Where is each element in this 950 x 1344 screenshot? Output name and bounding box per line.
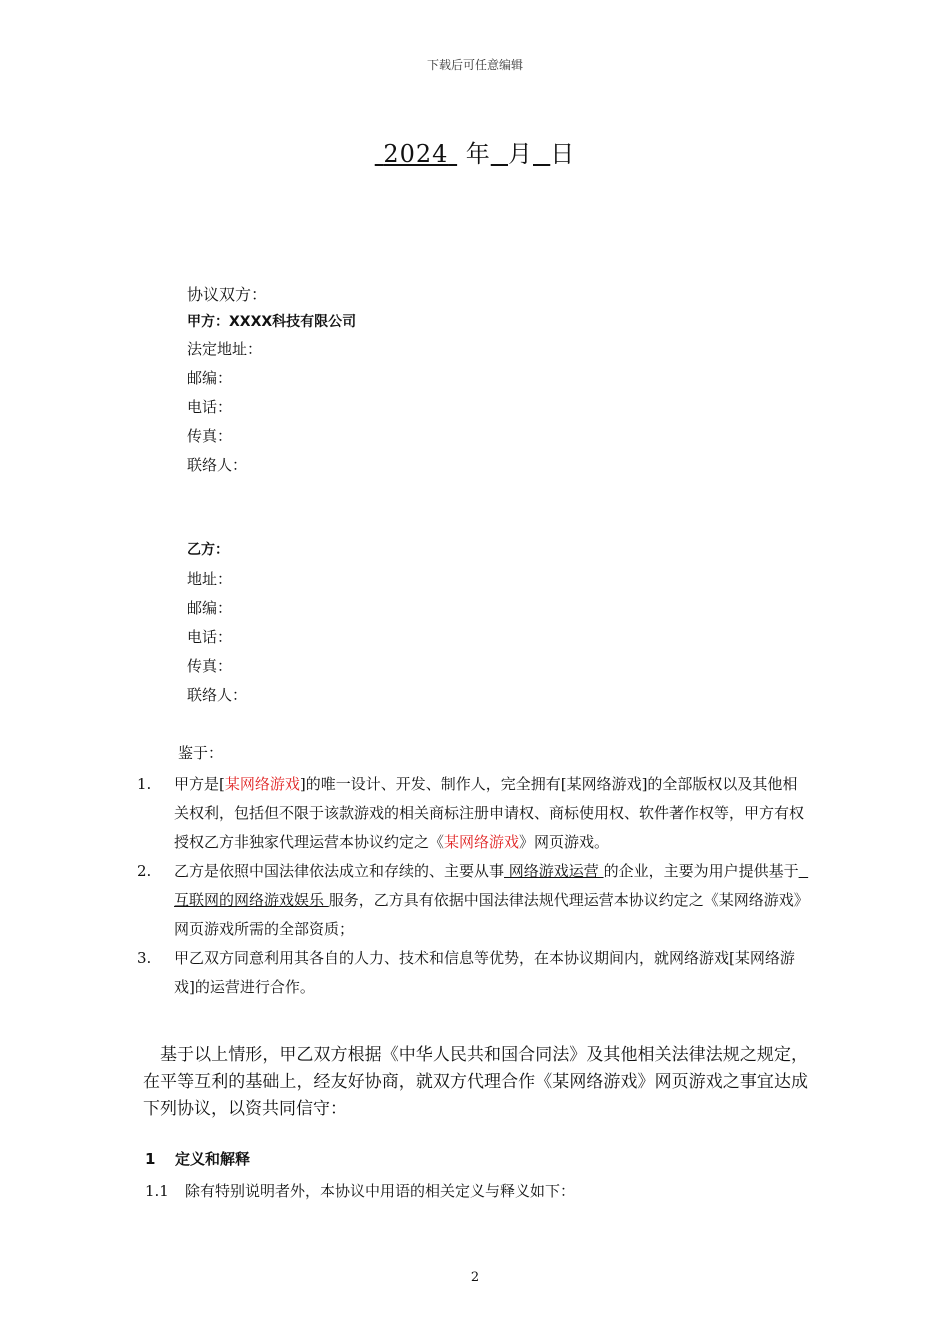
section-1-number: 1 bbox=[145, 1150, 156, 1168]
recital-number: 1. bbox=[137, 775, 152, 793]
month-blank bbox=[491, 140, 508, 168]
header-note: 下载后可任意编辑 bbox=[426, 58, 523, 72]
recital-number: 3. bbox=[137, 949, 152, 967]
recitals-list bbox=[137, 770, 809, 1002]
section-1-1-number: 1.1 bbox=[145, 1182, 169, 1200]
party-b-address: 地址： bbox=[187, 570, 233, 588]
party-a-address: 法定地址： bbox=[187, 340, 263, 358]
recital-text: 甲方是[ bbox=[174, 775, 225, 793]
party-b-contact: 联络人： bbox=[187, 686, 248, 704]
intro-paragraph: 基于以上情形，甲乙双方根据《中华人民共和国合同法》及其他相关法律法规之规定，在平等互利的基础上，经友好协商，就双方代理合作《某网络游戏》网页游戏之事宜达成下列协议，以资共同信守： bbox=[143, 1045, 808, 1119]
recital-item bbox=[137, 770, 805, 857]
section-1-1 bbox=[145, 1180, 575, 1201]
filled-blank: 网络游戏运营 bbox=[504, 862, 604, 880]
party-a-contact: 联络人： bbox=[187, 456, 248, 474]
game-name-highlight: 某网络游戏 bbox=[224, 775, 300, 793]
party-b-block bbox=[187, 536, 247, 710]
recital-item bbox=[137, 857, 809, 944]
section-1-heading bbox=[145, 1148, 250, 1169]
party-b-fax: 传真： bbox=[187, 657, 233, 675]
parties-title: 协议双方： bbox=[187, 285, 268, 304]
recital-text: 乙方是依照中国法律依法成立和存续的、主要从事 bbox=[174, 862, 505, 880]
day-label: 日 bbox=[550, 140, 576, 168]
date-line bbox=[0, 134, 950, 169]
party-a-fax: 传真： bbox=[187, 427, 233, 445]
party-b-phone: 电话： bbox=[187, 628, 233, 646]
party-b-name: 乙方： bbox=[187, 542, 229, 558]
page-number: 2 bbox=[470, 1270, 480, 1285]
party-a-phone: 电话： bbox=[187, 398, 233, 416]
filled-blank: 互联网的网络游戏娱乐 bbox=[174, 862, 809, 909]
whereas-title: 鉴于： bbox=[178, 744, 224, 762]
recital-text: 的企业，主要为用户提供基于 bbox=[603, 862, 799, 880]
recital-text: ]的唯一设计、开发、制作人，完全拥有[某网络游戏]的全部版权以及其他相关权利，包括但不限于该款游戏的相关商标注册申请权、商标使用权、软件著作权等，甲方有权授权乙方非独家代理运营本协议约定之《 bbox=[174, 775, 805, 851]
month-label: 月 bbox=[508, 140, 533, 168]
game-name-highlight: 某网络游戏 bbox=[444, 833, 520, 851]
recital-text: 服务，乙方具有依据中国法律法规代理运营本协议约定之《某网络游戏》网页游戏所需的全部资质； bbox=[174, 891, 802, 938]
party-b-postcode: 邮编： bbox=[187, 599, 233, 617]
recital-text: 》网页游戏。 bbox=[519, 833, 610, 851]
party-a-name: 甲方：XXXX科技有限公司 bbox=[187, 314, 357, 330]
day-blank bbox=[533, 140, 550, 168]
recital-text: 甲乙双方同意利用其各自的人力、技术和信息等优势，在本协议期间内，就网络游戏[某网络游戏]的运营进行合作。 bbox=[174, 949, 795, 996]
recital-item bbox=[137, 944, 805, 1002]
party-a-postcode: 邮编： bbox=[187, 369, 233, 387]
year-label: 年 bbox=[465, 140, 491, 168]
section-1-title: 定义和解释 bbox=[175, 1150, 251, 1168]
section-1-1-text: 除有特别说明者外，本协议中用语的相关定义与释义如下： bbox=[185, 1182, 576, 1200]
recital-number: 2. bbox=[137, 862, 152, 880]
party-a-block bbox=[187, 280, 356, 480]
year-blank: 2024 bbox=[383, 140, 449, 168]
